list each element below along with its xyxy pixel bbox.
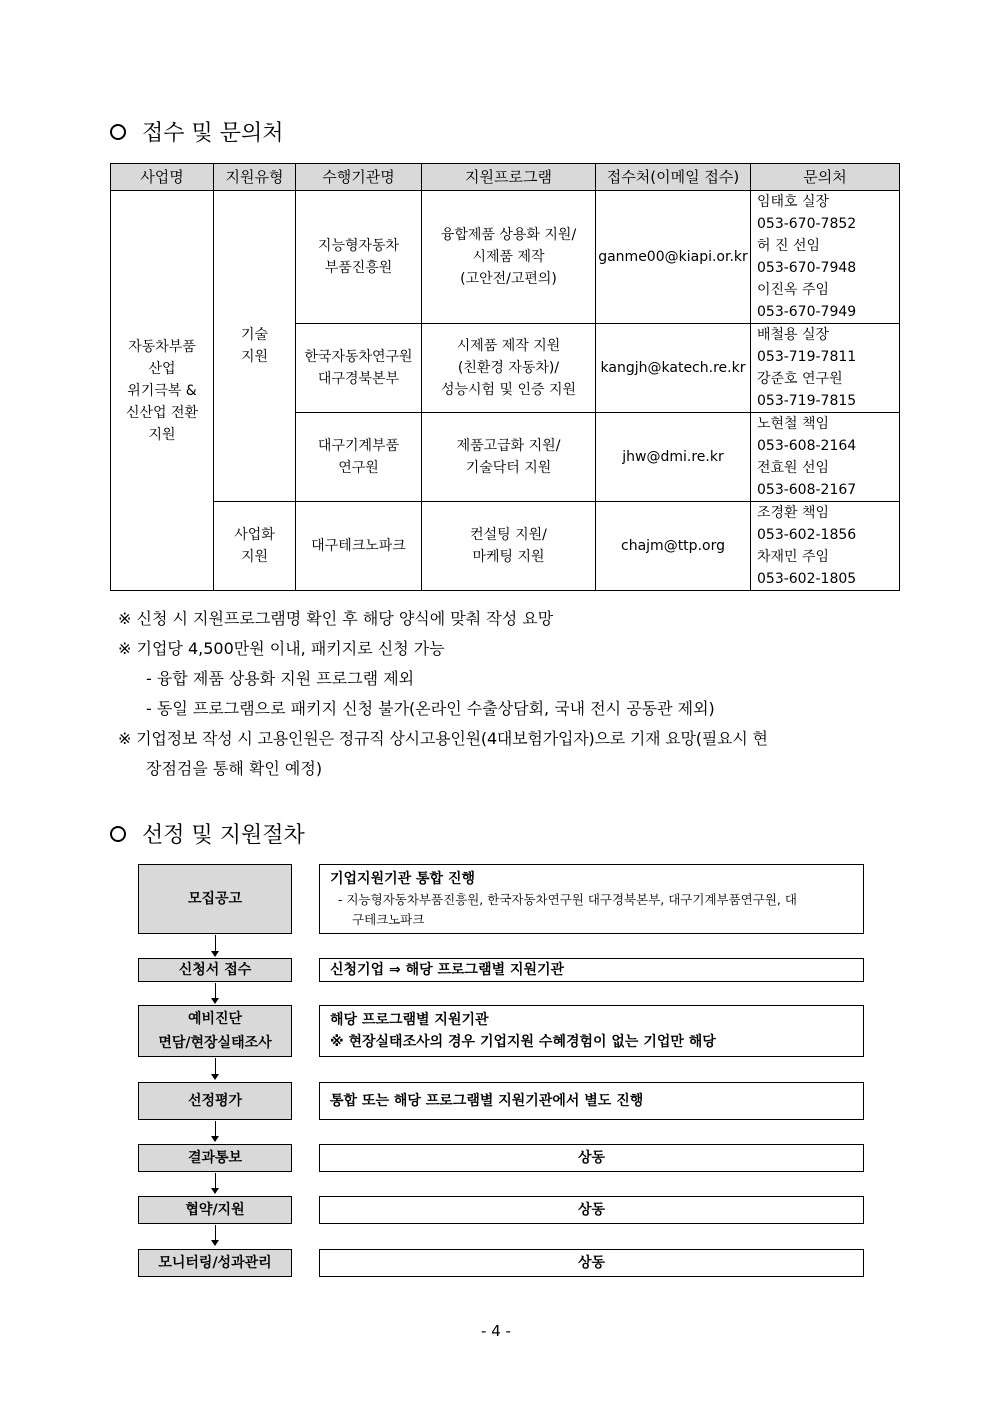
email-cell: kangjh@katech.re.kr [596,324,751,413]
down-arrow-icon [209,1173,221,1194]
email-cell: chajm@ttp.org [596,502,751,591]
section-title-text: 선정 및 지원절차 [142,823,305,848]
org-line: 부품진흥원 [324,260,393,276]
contact-line: 053-602-1805 [757,571,857,587]
desc-box-diagnosis [319,1005,864,1057]
step-box-evaluation: 선정평가 [138,1082,292,1120]
org-cell: 대구테크노파크 [296,502,422,591]
circle-bullet-icon [110,826,126,842]
program-line: 시제품 제작 지원 [456,338,561,354]
program-cell [422,502,596,591]
section-title-contact [110,116,284,147]
header-contact: 문의처 [751,164,900,191]
header-business: 사업명 [111,164,214,191]
desc-sub: 구테크노파크 [352,912,425,927]
section-title-procedure [110,818,305,849]
header-program: 지원프로그램 [422,164,596,191]
contact-line: 053-719-7811 [757,349,857,365]
org-line: 대구기계부품 [317,438,400,454]
page-number: - 4 - [481,1322,511,1340]
desc-main: ※ 현장실태조사의 경우 기업지원 수혜경험이 없는 기업만 해당 [330,1034,716,1050]
contact-line: 조경환 책임 [757,505,830,521]
program-cell [422,413,596,502]
email-cell: ganme00@kiapi.or.kr [596,191,751,324]
desc-main: 상동 [577,1202,606,1218]
org-line: 대구경북본부 [317,371,400,387]
program-line: 제품고급화 지원/ [456,438,561,454]
program-line: (친환경 자동차)/ [457,360,560,376]
step-box-application: 신청서 접수 [138,958,292,982]
circle-bullet-icon [110,124,126,140]
program-line: 기술닥터 지원 [465,460,552,476]
contact-cell [751,324,900,413]
contact-line: 053-608-2164 [757,438,857,454]
desc-main: 해당 프로그램별 지원기관 [330,1012,489,1028]
contact-line: 임태호 실장 [757,194,830,210]
program-line: 시제품 제작 [472,249,545,265]
email-cell: jhw@dmi.re.kr [596,413,751,502]
header-type: 지원유형 [214,164,296,191]
step-box-result: 결과통보 [138,1144,292,1172]
section-title-text: 접수 및 문의처 [142,121,284,146]
contact-table [110,163,900,591]
step-box-recruit: 모집공고 [138,864,292,934]
desc-box-recruit [319,864,864,934]
desc-main: 상동 [577,1255,606,1271]
program-cell [422,191,596,324]
step-box-monitoring: 모니터링/성과관리 [138,1249,292,1277]
contact-line: 053-670-7948 [757,260,857,276]
type-line: 기술 [240,327,269,343]
business-name-line: 위기극복 & [127,382,197,399]
note-subitem: - 융합 제품 상용화 지원 프로그램 제외 [146,669,415,688]
desc-main: 기업지원기관 통합 진행 [330,871,475,887]
contact-line: 053-670-7852 [757,216,857,232]
contact-line: 허 진 선임 [757,238,820,254]
note-item: ※ 신청 시 지원프로그램명 확인 후 해당 양식에 맞춰 작성 요망 [118,609,554,628]
step-line: 예비진단 [187,1011,243,1027]
down-arrow-icon [209,1058,221,1080]
type-line: 지원 [240,349,269,365]
contact-line: 차재민 주임 [757,549,830,565]
contact-cell [751,502,900,591]
desc-box-application [319,958,864,982]
step-box-agreement: 협약/지원 [138,1196,292,1224]
table-header-row [111,164,900,191]
note-item: ※ 기업정보 작성 시 고용인원은 정규직 상시고용인원(4대보험가입자)으로 기재 요망(필요시 현 [118,729,768,748]
contact-line: 053-719-7815 [757,393,857,409]
program-line: 마케팅 지원 [472,549,545,565]
desc-main: 신청기업 ⇒ 해당 프로그램별 지원기관 [330,962,565,978]
desc-main: 상동 [577,1150,606,1166]
contact-line: 노현철 책임 [757,416,830,432]
desc-box-evaluation [319,1082,864,1120]
desc-box-result [319,1144,864,1172]
down-arrow-icon [209,983,221,1004]
program-cell [422,324,596,413]
down-arrow-icon [209,1225,221,1246]
type-line: 사업화 [234,527,275,543]
business-name-line: 지원 [148,426,176,443]
desc-main: 통합 또는 해당 프로그램별 지원기관에서 별도 진행 [330,1093,644,1109]
program-line: 융합제품 상용화 지원/ [440,227,577,243]
contact-line: 053-608-2167 [757,482,857,498]
table-row [111,191,900,324]
org-line: 연구원 [338,460,379,476]
org-line: 한국자동차연구원 [304,349,413,365]
step-box-diagnosis [138,1005,292,1057]
type-biz-cell [214,502,296,591]
contact-line: 053-670-7949 [757,304,857,320]
contact-line: 전효원 선임 [757,460,830,476]
program-line: (고안전/고편의) [460,271,557,287]
org-line: 지능형자동차 [317,238,400,254]
business-name-line: 신산업 전환 [125,404,199,421]
contact-cell [751,191,900,324]
contact-cell [751,413,900,502]
program-line: 컨설팅 지원/ [470,527,547,543]
note-item: ※ 기업당 4,500만원 이내, 패키지로 신청 가능 [118,639,445,658]
desc-sub: - 지능형자동차부품진흥원, 한국자동차연구원 대구경북본부, 대구기계부품연구원, 대 [338,892,797,907]
contact-line: 배철용 실장 [757,327,830,343]
business-name-cell [111,191,214,591]
step-line: 면담/현장실태조사 [158,1035,272,1051]
type-tech-cell [214,191,296,502]
header-org: 수행기관명 [296,164,422,191]
contact-line: 이진옥 주임 [757,282,830,298]
table-row [111,502,900,591]
note-subitem: - 동일 프로그램으로 패키지 신청 불가(온라인 수출상담회, 국내 전시 공동관 제외) [146,699,715,718]
org-cell [296,191,422,324]
note-continuation: 장점검을 통해 확인 예정) [146,759,323,778]
program-line: 성능시험 및 인증 지원 [440,382,577,398]
contact-line: 053-602-1856 [757,527,857,543]
org-cell [296,324,422,413]
down-arrow-icon [209,1121,221,1142]
notes-block [118,604,898,784]
business-name-line: 산업 [148,360,176,377]
business-name-line: 자동차부품 [128,338,196,355]
contact-line: 강준호 연구원 [757,371,843,387]
desc-box-monitoring [319,1249,864,1277]
org-cell [296,413,422,502]
down-arrow-icon [209,935,221,957]
desc-box-agreement [319,1196,864,1224]
type-line: 지원 [240,549,269,565]
header-email: 접수처(이메일 접수) [596,164,751,191]
